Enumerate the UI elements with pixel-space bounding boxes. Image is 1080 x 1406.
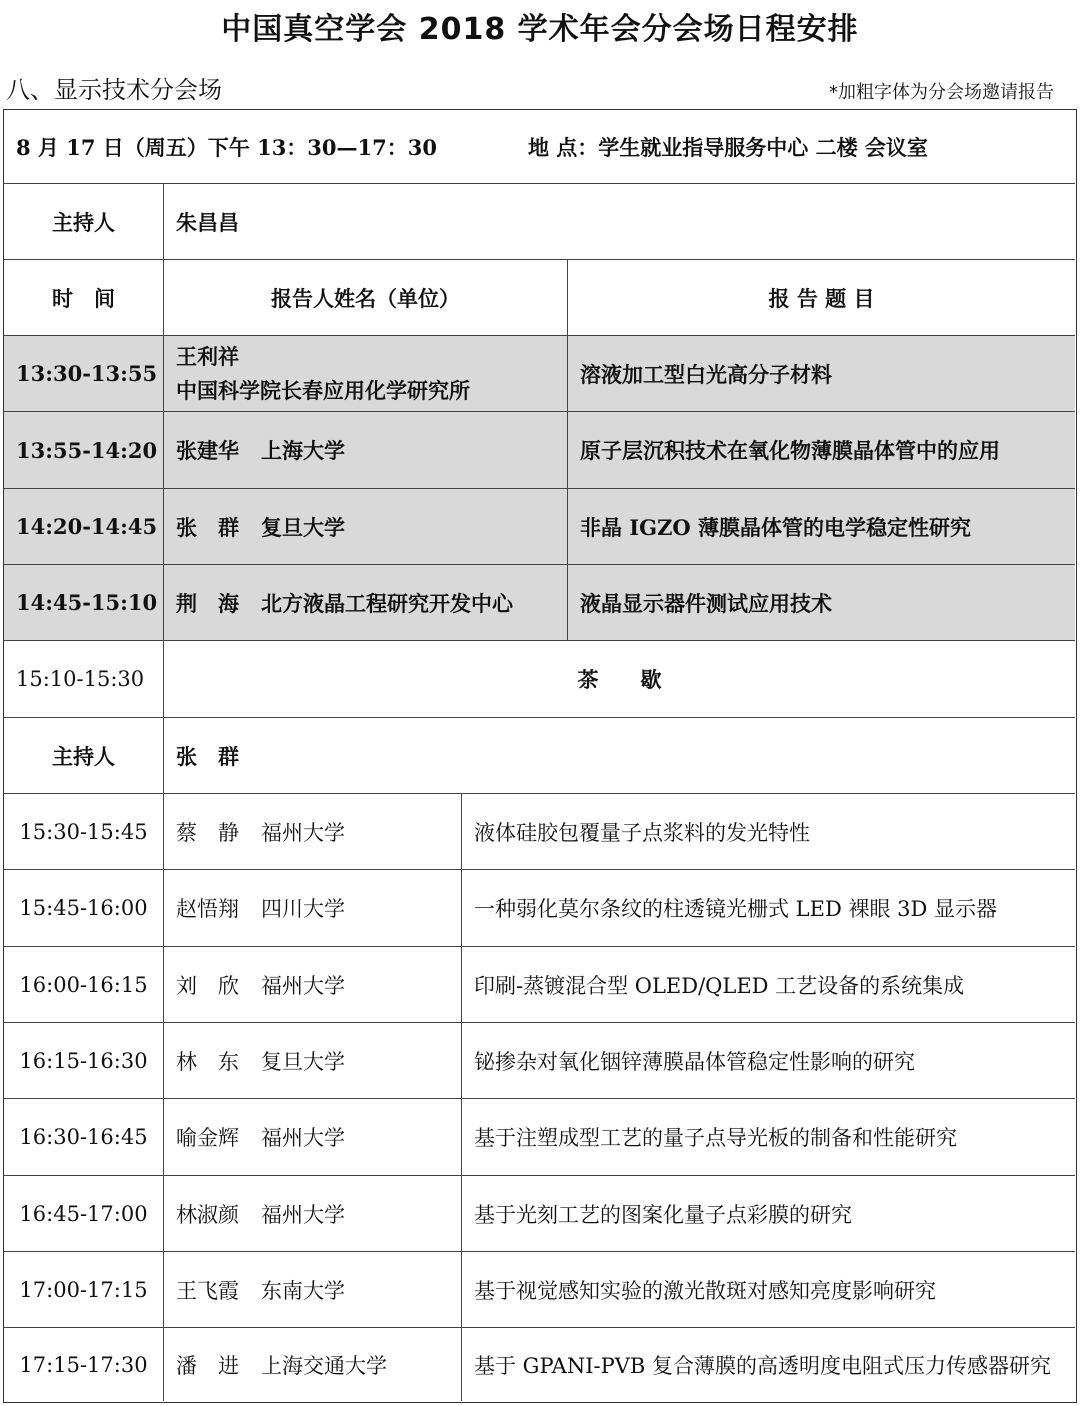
speaker-cell <box>163 1252 461 1327</box>
speaker-unit: 上海交通大学 <box>261 1353 387 1378</box>
table-row <box>4 1099 1075 1176</box>
speaker-cell <box>163 565 567 640</box>
break-label: 茶 歇 <box>163 641 1075 717</box>
topic-cell: 铋掺杂对氧化铟锌薄膜晶体管稳定性影响的研究 <box>461 1023 1075 1098</box>
speaker-unit: 福州大学 <box>261 1202 345 1227</box>
table-row <box>4 1328 1075 1401</box>
bold-note: *加粗字体为分会场邀请报告 <box>829 82 1054 103</box>
speaker-unit: 四川大学 <box>261 897 345 921</box>
table-row <box>4 947 1075 1023</box>
speaker-unit: 东南大学 <box>261 1278 345 1303</box>
topic-cell: 基于 GPANI-PVB 复合薄膜的高透明度电阻式压力传感器研究 <box>461 1328 1075 1401</box>
speaker-cell <box>163 1328 461 1401</box>
speaker-name: 张 群 <box>176 514 239 540</box>
speaker-unit: 复旦大学 <box>261 1049 345 1074</box>
table-row <box>4 794 1075 870</box>
date-location-row <box>4 110 1075 184</box>
speaker-unit: 中国科学院长春应用化学研究所 <box>176 377 470 403</box>
host-row <box>4 184 1075 260</box>
topic-cell: 液体硅胶包覆量子点浆料的发光特性 <box>461 794 1075 869</box>
col-time: 时 间 <box>52 285 115 311</box>
table-row <box>4 1176 1075 1252</box>
col-speaker: 报告人姓名（单位） <box>163 260 567 335</box>
speaker-unit: 福州大学 <box>261 1126 345 1150</box>
time-cell: 14:20-14:45 <box>16 514 158 539</box>
speaker-cell <box>163 870 461 946</box>
speaker-unit: 福州大学 <box>261 973 345 998</box>
section-heading: 八、显示技术分会场 <box>6 76 222 104</box>
topic-cell: 液晶显示器件测试应用技术 <box>567 565 1075 640</box>
location-text: 地 点：学生就业指导服务中心 二楼 会议室 <box>528 134 928 160</box>
topic-cell: 溶液加工型白光高分子材料 <box>567 336 1075 411</box>
topic-cell: 基于视觉感知实验的激光散斑对感知亮度影响研究 <box>461 1252 1075 1327</box>
speaker-cell <box>163 947 461 1022</box>
host-label: 主持人 <box>52 743 115 769</box>
topic-cell: 非晶 IGZO 薄膜晶体管的电学稳定性研究 <box>567 489 1075 564</box>
table-row <box>4 1023 1075 1099</box>
speaker-name: 林淑颜 <box>176 1202 239 1227</box>
table-row <box>4 336 1075 412</box>
time-cell: 16:30-16:45 <box>19 1125 148 1149</box>
column-header-row <box>4 260 1075 336</box>
host-label: 主持人 <box>52 209 115 235</box>
table-row <box>4 565 1075 641</box>
speaker-name: 荆 海 <box>176 590 239 616</box>
time-cell: 14:45-15:10 <box>16 590 158 615</box>
host-row <box>4 718 1075 794</box>
host-name: 张 群 <box>163 718 1075 793</box>
topic-cell: 原子层沉积技术在氧化物薄膜晶体管中的应用 <box>567 412 1075 488</box>
speaker-cell <box>163 489 567 564</box>
col-topic: 报 告 题 目 <box>567 260 1075 335</box>
speaker-unit: 上海大学 <box>261 438 345 463</box>
time-cell: 16:45-17:00 <box>19 1201 148 1226</box>
time-cell: 15:45-16:00 <box>19 896 148 920</box>
speaker-name: 林 东 <box>176 1049 239 1074</box>
break-row <box>4 641 1075 718</box>
topic-cell: 一种弱化莫尔条纹的柱透镜光栅式 LED 裸眼 3D 显示器 <box>461 870 1075 946</box>
speaker-cell <box>163 336 567 411</box>
speaker-name: 刘 欣 <box>176 973 239 998</box>
speaker-cell <box>163 794 461 869</box>
time-cell: 13:55-14:20 <box>16 437 158 463</box>
time-cell: 16:00-16:15 <box>19 972 148 997</box>
speaker-unit: 北方液晶工程研究开发中心 <box>261 590 513 616</box>
table-row <box>4 489 1075 565</box>
speaker-unit: 福州大学 <box>261 820 345 845</box>
table-row <box>4 1252 1075 1328</box>
speaker-name: 赵悟翔 <box>176 897 239 921</box>
speaker-name: 蔡 静 <box>176 820 239 845</box>
speaker-name: 王飞霞 <box>176 1278 239 1303</box>
topic-cell: 基于光刻工艺的图案化量子点彩膜的研究 <box>461 1176 1075 1251</box>
time-cell: 17:00-17:15 <box>19 1277 148 1302</box>
break-time: 15:10-15:30 <box>16 667 145 691</box>
page-title: 中国真空学会 2018 学术年会分会场日程安排 <box>221 12 859 47</box>
speaker-name: 王利祥 <box>176 343 239 369</box>
speaker-cell <box>163 1023 461 1098</box>
speaker-name: 潘 进 <box>176 1353 239 1378</box>
date-time-text: 8 月 17 日（周五）下午 13：30—17：30 <box>16 134 437 160</box>
schedule-table <box>3 109 1077 1403</box>
speaker-name: 张建华 <box>176 438 239 463</box>
speaker-cell <box>163 412 567 488</box>
time-cell: 16:15-16:30 <box>19 1048 148 1073</box>
time-cell: 15:30-15:45 <box>19 819 148 844</box>
table-row <box>4 412 1075 489</box>
speaker-cell <box>163 1099 461 1175</box>
speaker-unit: 复旦大学 <box>261 514 345 540</box>
table-row <box>4 870 1075 947</box>
speaker-name: 喻金辉 <box>176 1126 239 1150</box>
topic-cell: 印刷-蒸镀混合型 OLED/QLED 工艺设备的系统集成 <box>461 947 1075 1022</box>
time-cell: 17:15-17:30 <box>19 1352 148 1377</box>
speaker-cell <box>163 1176 461 1251</box>
host-name: 朱昌昌 <box>163 184 1075 259</box>
time-cell: 13:30-13:55 <box>16 361 158 386</box>
topic-cell: 基于注塑成型工艺的量子点导光板的制备和性能研究 <box>461 1099 1075 1175</box>
